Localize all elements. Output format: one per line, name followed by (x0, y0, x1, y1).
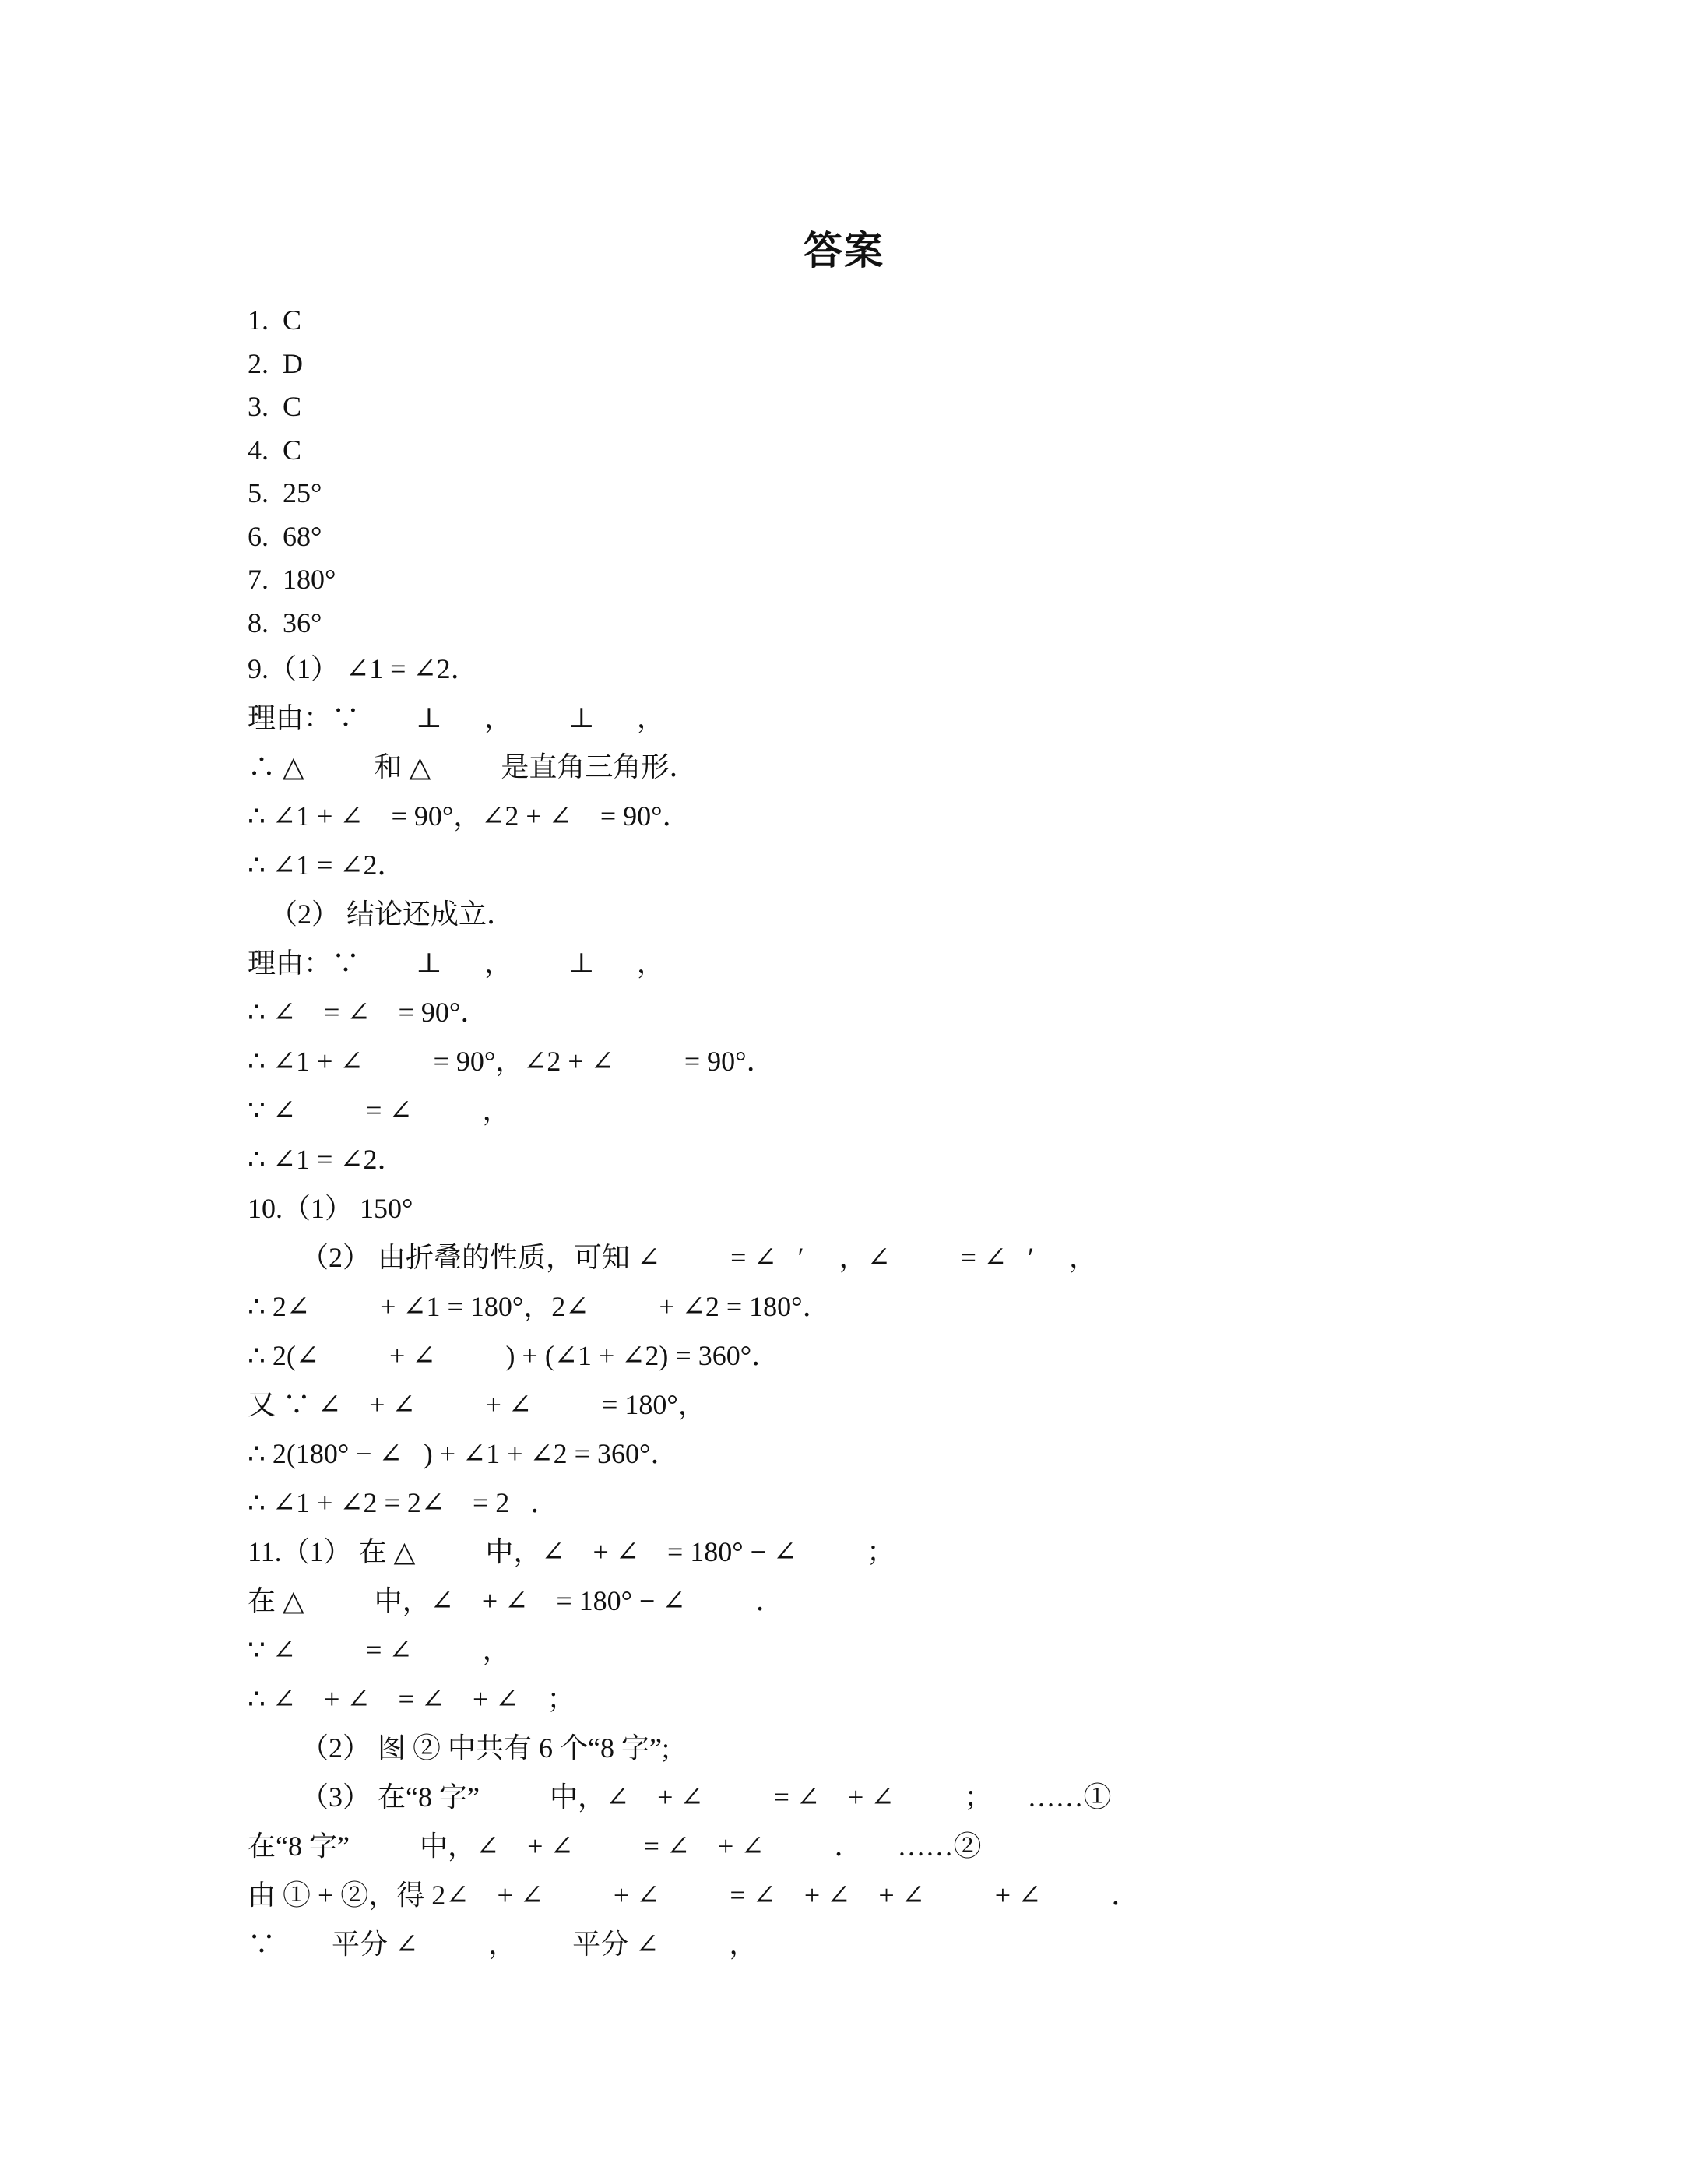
q10-line-4: ∴ 2(∠ + ∠ ) + (∠1 + ∠2) = 360°． (248, 1340, 780, 1371)
q10-line-2: （2） 由折叠的性质，可知 ∠ = ∠ ′ ，∠ = ∠ ′ ， (301, 1242, 1098, 1273)
q9-line-11: ∴ ∠1 = ∠2． (248, 1144, 406, 1175)
q10-line-7: ∴ ∠1 + ∠2 = 2∠ = 2 ． (248, 1487, 559, 1518)
answer-line-3: 3. C (248, 391, 302, 422)
q11-line-9: ∵ 平分 ∠ ， 平分 ∠ ， (248, 1929, 758, 1960)
answer-line-5: 5. 25° (248, 477, 322, 508)
q9-line-6: （2） 结论还成立． (269, 899, 515, 930)
q11-line-1: 11.（1） 在 △ 中，∠ + ∠ = 180° − ∠ ； (248, 1536, 895, 1567)
q10-line-3: ∴ 2∠ + ∠1 = 180°，2∠ + ∠2 = 180°． (248, 1291, 831, 1322)
q9-line-7: 理由：∵ ⊥ ， ⊥ ， (248, 948, 665, 979)
q11-line-6: （3） 在“8 字” 中，∠ + ∠ = ∠ + ∠ ； ……① (301, 1781, 1112, 1813)
answer-line-6: 6. 68° (248, 520, 322, 552)
q10-line-6: ∴ 2(180° − ∠ ) + ∠1 + ∠2 = 360°． (248, 1438, 679, 1469)
answer-line-1: 1. C (248, 304, 302, 336)
q11-line-2: 在 △ 中，∠ + ∠ = 180° − ∠ ． (248, 1585, 784, 1616)
q9-line-5: ∴ ∠1 = ∠2． (248, 849, 406, 881)
q9-line-2: 理由：∵ ⊥ ， ⊥ ， (248, 702, 665, 733)
q9-line-9: ∴ ∠1 + ∠ = 90°，∠2 + ∠ = 90°． (248, 1046, 775, 1077)
answer-line-4: 4. C (248, 434, 302, 466)
q11-line-5: （2） 图 ② 中共有 6 个“8 字”; (301, 1732, 670, 1764)
q9-line-1: 9.（1） ∠1 = ∠2． (248, 653, 479, 684)
q9-line-8: ∴ ∠ = ∠ = 90°． (248, 997, 489, 1028)
q11-line-7: 在“8 字” 中，∠ + ∠ = ∠ + ∠ ． ……② (248, 1831, 982, 1862)
q11-line-8: 由 ① + ②，得 2∠ + ∠ + ∠ = ∠ + ∠ + ∠ + ∠ ． (248, 1880, 1140, 1911)
q11-line-3: ∵ ∠ = ∠ ， (248, 1634, 511, 1665)
q11-line-4: ∴ ∠ + ∠ = ∠ + ∠ ； (248, 1683, 575, 1714)
q9-line-10: ∵ ∠ = ∠ ， (248, 1095, 511, 1126)
q9-line-4: ∴ ∠1 + ∠ = 90°，∠2 + ∠ = 90°． (248, 800, 691, 832)
answer-line-2: 2. D (248, 347, 303, 379)
q10-line-1: 10.（1） 150° (248, 1193, 413, 1224)
page-title: 答案 (804, 228, 884, 273)
q10-line-5: 又 ∵ ∠ + ∠ + ∠ = 180°， (248, 1389, 706, 1420)
answer-line-7: 7. 180° (248, 564, 336, 595)
q9-line-3: ∴ △ 和 △ 是直角三角形． (248, 751, 698, 783)
answer-body (248, 299, 1571, 1969)
answer-line-8: 8. 36° (248, 607, 322, 638)
